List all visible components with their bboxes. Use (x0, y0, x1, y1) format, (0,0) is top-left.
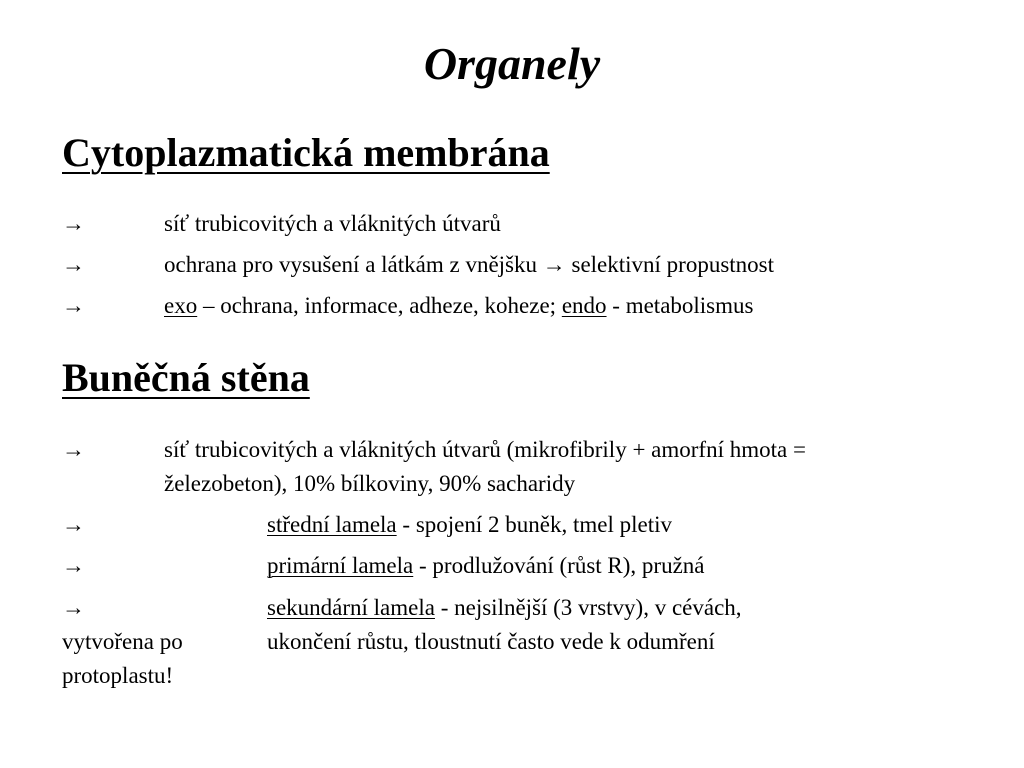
cell-wall-item-4-left-line-3: protoplastu! (62, 663, 174, 688)
cell-wall-item-3 (267, 552, 705, 580)
arrow-icon: → (62, 293, 85, 318)
primary-lamella-description: - prodlužování (růst R), pružná (413, 553, 705, 578)
cell-wall-item-4-line-1 (267, 594, 742, 622)
membrane-item-2: ochrana pro vysušení a látkám z vnějšku → selektivní propustnost (164, 252, 775, 277)
endo-term: endo (561, 293, 607, 318)
page-title: Organely (423, 38, 601, 89)
cell-wall-item-4-line-2: ukončení růstu, tloustnutí často vede k odumření (267, 629, 715, 654)
cell-wall-item-1-line-1: síť trubicovitých a vláknitých útvarů (mikrofibrily + amorfní hmota = (164, 437, 806, 462)
arrow-icon: → (62, 595, 85, 620)
arrow-icon: → (62, 252, 85, 277)
middle-lamella-description: - spojení 2 buněk, tmel pletiv (396, 512, 672, 537)
membrane-item-1: síť trubicovitých a vláknitých útvarů (164, 211, 501, 236)
cell-wall-item-2 (267, 511, 672, 539)
secondary-lamella-description: - nejsilnější (3 vrstvy), v cévách, (434, 595, 742, 620)
secondary-lamella-term: sekundární lamela (267, 595, 435, 620)
arrow-icon: → (62, 211, 85, 236)
middle-lamella-term: střední lamela (267, 512, 397, 537)
primary-lamella-term: primární lamela (267, 553, 414, 578)
membrane-item-3 (164, 292, 753, 320)
section-heading-cell-wall: Buněčná stěna (62, 355, 310, 400)
endo-description: - metabolismus (606, 293, 754, 318)
exo-description: – ochrana, informace, adheze, koheze; (197, 293, 562, 318)
arrow-icon: → (62, 553, 85, 578)
arrow-icon: → (62, 512, 85, 537)
section-heading-membrane: Cytoplazmatická membrána (62, 130, 550, 175)
arrow-icon: → (62, 437, 85, 462)
cell-wall-item-1-line-2: železobeton), 10% bílkoviny, 90% sacharidy (164, 471, 576, 496)
exo-term: exo (164, 293, 198, 318)
cell-wall-item-4-left-line-2: vytvořena po (62, 629, 183, 654)
